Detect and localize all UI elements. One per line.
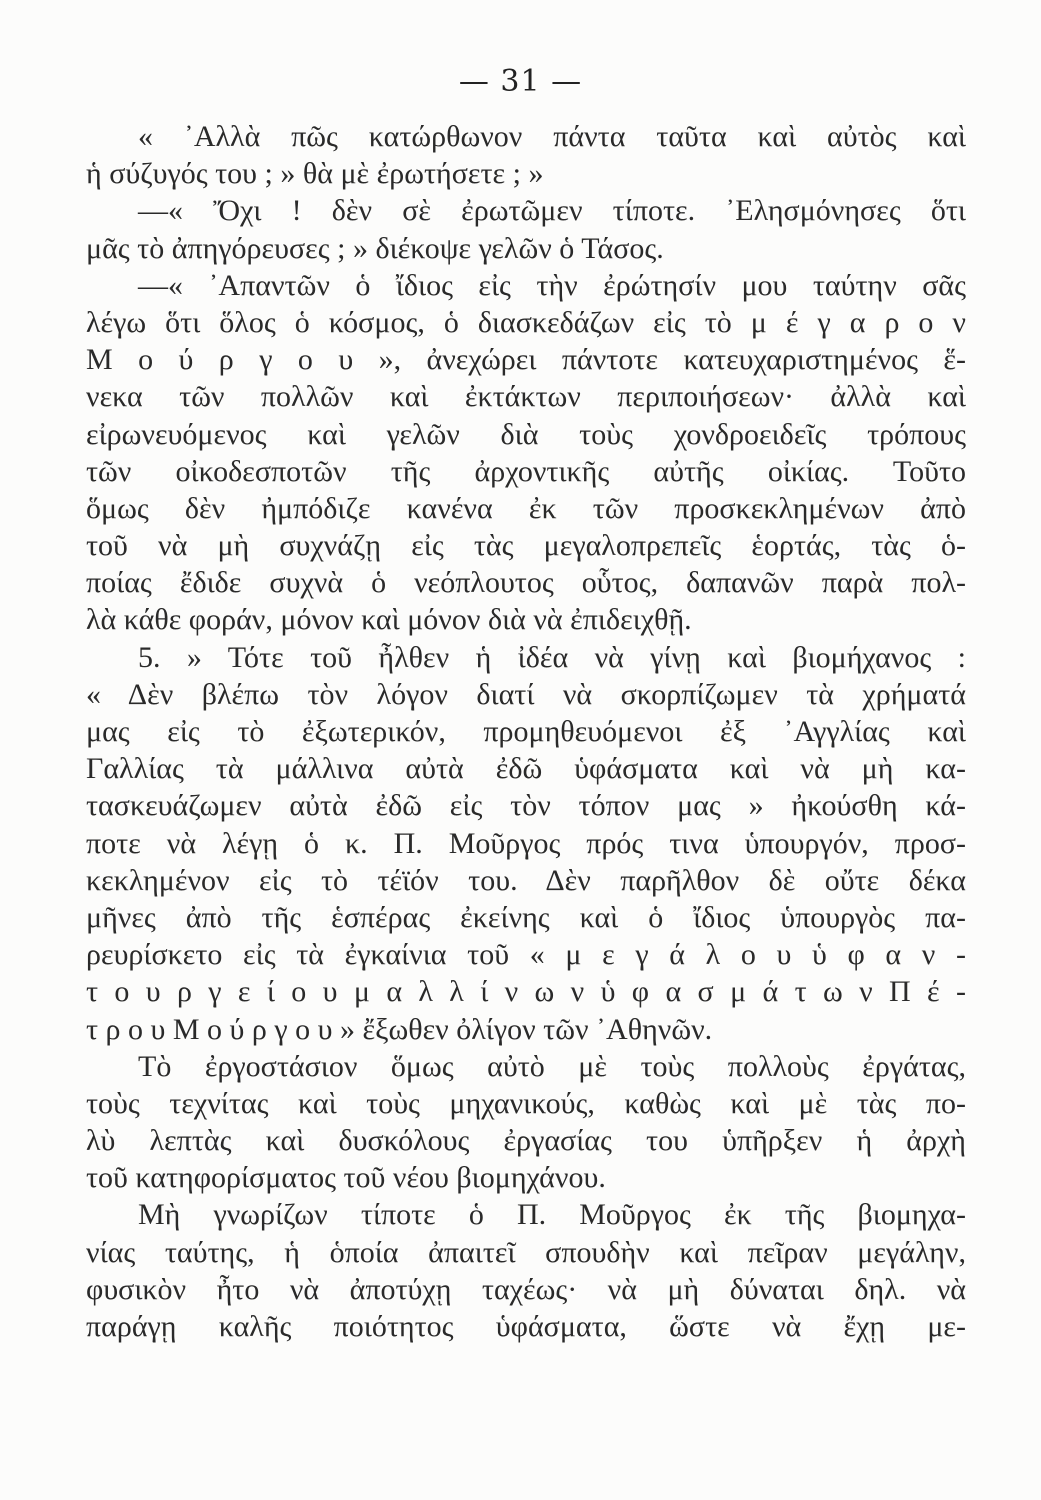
text-line: παράγῃ καλῆς ποιότητος ὑφάσματα, ὥστε νὰ ἔχῃ με-	[86, 1310, 966, 1343]
text-line: ποίας ἔδιδε συχνὰ ὁ νεόπλουτος οὗτος, δαπανῶν παρὰ πολ-	[86, 566, 966, 600]
text-line: ὅμως δὲν ἠμπόδιζε κανένα ἐκ τῶν προσκεκλημένων ἀπὸ	[86, 491, 966, 525]
text-line: λέγω ὅτι ὅλος ὁ κόσμος, ὁ διασκεδάζων εἰς τὸ μ έ γ α ρ ο ν	[86, 305, 966, 339]
section-start-line: 5. » Τότε τοῦ ἦλθεν ἡ ἰδέα νὰ γίνῃ καὶ βιομήχανος :	[138, 640, 966, 674]
text-line: τασκευάζωμεν αὐτὰ ἐδῶ εἰς τὸν τόπον μας » ἠκούσθη κά-	[86, 789, 966, 823]
text-line: μᾶς τὸ ἀπηγόρευσες ; » διέκοψε γελῶν ὁ Τάσος.	[86, 231, 664, 265]
text-line: λὺ λεπτὰς καὶ δυσκόλους ἐργασίας του ὑπῆρξεν ἡ ἀρχὴ	[86, 1124, 966, 1158]
text-line: τοὺς τεχνίτας καὶ τοὺς μηχανικούς, καθὼς καὶ μὲ τὰς πο-	[86, 1086, 966, 1120]
text-line: τῶν οἰκοδεσποτῶν τῆς ἀρχοντικῆς αὐτῆς οἰκίας. Τοῦτο	[86, 454, 966, 488]
page-number: — 31 —	[458, 64, 583, 99]
text-line: κεκλημένον εἰς τὸ τέϊόν του. Δὲν παρῆλθον δὲ οὔτε δέκα	[86, 863, 966, 897]
text-line: νεκα τῶν πολλῶν καὶ ἐκτάκτων περιποιήσεων· ἀλλὰ καὶ	[86, 380, 966, 414]
text-line: μας εἰς τὸ ἐξωτερικόν, προμηθευόμενοι ἐξ ᾿Αγγλίας καὶ	[86, 715, 966, 748]
text-line: τ ρ ο υ Μ ο ύ ρ γ ο υ » ἔξωθεν ὀλίγον τῶν ᾿Αθηνῶν.	[86, 1012, 713, 1046]
text-line: τοῦ νὰ μὴ συχνάζῃ εἰς τὰς μεγαλοπρεπεῖς ἑορτάς, τὰς ὁ-	[86, 529, 966, 563]
text-line: μῆνες ἀπὸ τῆς ἑσπέρας ἐκείνης καὶ ὁ ἴδιος ὑπουργὸς πα-	[86, 900, 966, 934]
text-line: —« ᾿Απαντῶν ὁ ἴδιος εἰς τὴν ἐρώτησίν μου ταύτην σᾶς	[138, 268, 966, 302]
text-line: τοῦ κατηφορίσματος τοῦ νέου βιομηχάνου.	[86, 1161, 606, 1195]
text-line: « ᾿Αλλὰ πῶς κατώρθωνον πάντα ταῦτα καὶ αὐτὸς καὶ	[138, 120, 966, 153]
paragraph-start-line: Μὴ γνωρίζων τίποτε ὁ Π. Μοῦργος ἐκ τῆς βιομηχα-	[138, 1198, 966, 1232]
text-line: Γαλλίας τὰ μάλλινα αὐτὰ ἐδῶ ὑφάσματα καὶ νὰ μὴ κα-	[86, 752, 966, 786]
text-line: —« Ὄχι ! δὲν σὲ ἐρωτῶμεν τίποτε. ᾿Ελησμόνησες ὅτι	[138, 194, 966, 228]
text-line: ποτε νὰ λέγῃ ὁ κ. Π. Μοῦργος πρός τινα ὑπουργόν, προσ-	[86, 826, 966, 860]
text-line: Μ ο ύ ρ γ ο υ », ἀνεχώρει πάντοτε κατευχαριστημένος ἕ-	[86, 343, 966, 377]
text-line: ἡ σύζυγός του ; » θὰ μὲ ἐρωτήσετε ; »	[86, 157, 544, 191]
text-line: νίας ταύτης, ἡ ὁποία ἀπαιτεῖ σπουδὴν καὶ πεῖραν μεγάλην,	[86, 1235, 966, 1269]
body-text	[86, 118, 966, 1345]
text-line: εἰρωνευόμενος καὶ γελῶν διὰ τοὺς χονδροειδεῖς τρόπους	[86, 417, 966, 451]
text-line: λὰ κάθε φοράν, μόνον καὶ μόνον διὰ νὰ ἐπιδειχθῇ.	[86, 603, 692, 637]
text-line: φυσικὸν ἦτο νὰ ἀποτύχῃ ταχέως· νὰ μὴ δύναται δηλ. νὰ	[86, 1272, 966, 1306]
paragraph-start-line: Τὸ ἐργοστάσιον ὅμως αὐτὸ μὲ τοὺς πολλοὺς ἐργάτας,	[138, 1049, 966, 1083]
text-line: ρευρίσκετο εἰς τὰ ἐγκαίνια τοῦ « μ ε γ ά λ ο υ ὑ φ α ν -	[86, 938, 966, 972]
text-line: « Δὲν βλέπω τὸν λόγον διατί νὰ σκορπίζωμεν τὰ χρήματά	[86, 677, 966, 711]
text-line: τ ο υ ρ γ ε ί ο υ μ α λ λ ί ν ω ν ὑ φ α σ μ ά τ ω ν Π έ -	[86, 975, 966, 1009]
